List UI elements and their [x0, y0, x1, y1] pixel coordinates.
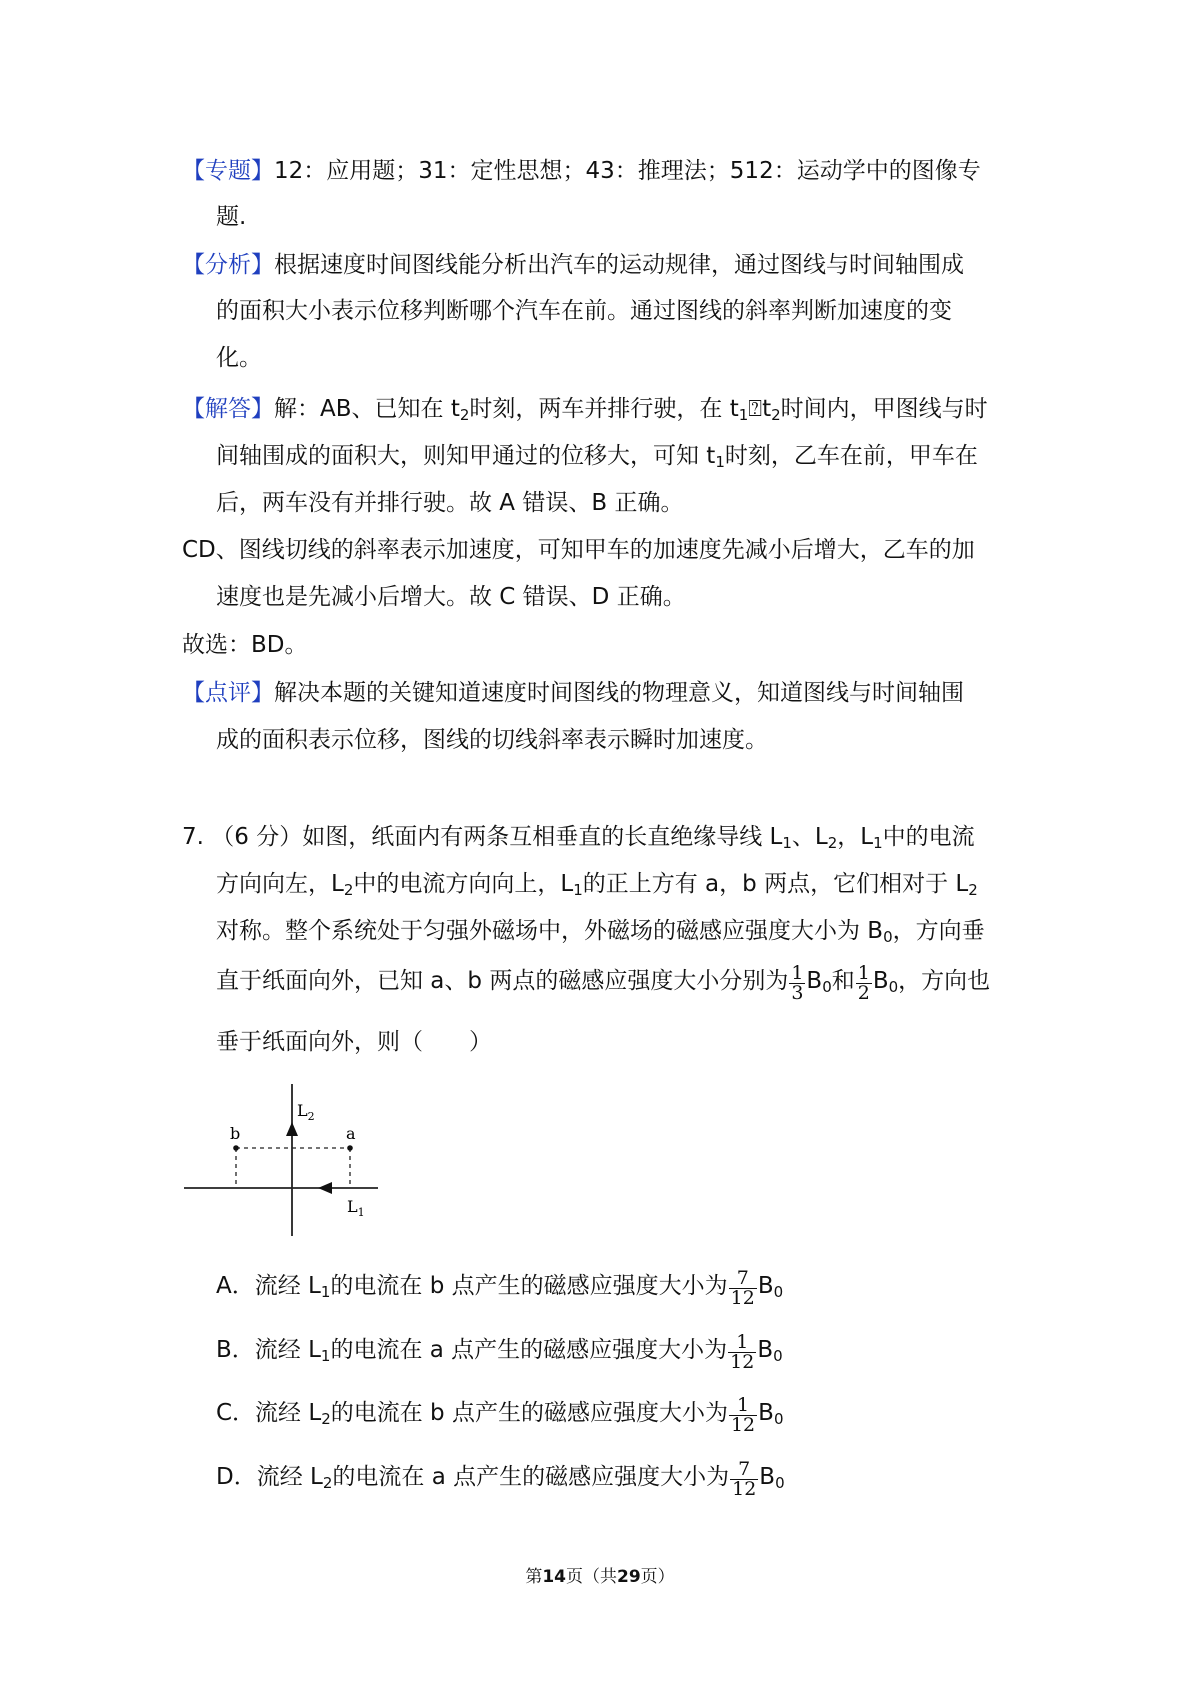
fraction [729, 1269, 757, 1308]
subscript: 2 [968, 881, 978, 899]
page-total: 29 [617, 1567, 641, 1587]
subscript: 0 [775, 1474, 785, 1492]
page-footer [0, 1562, 1200, 1587]
answer-line-2 [216, 439, 978, 473]
comment-tag: 【点评】 [182, 680, 274, 706]
fraction [729, 1396, 757, 1435]
option-text: B [757, 1337, 774, 1363]
fraction [856, 964, 872, 1003]
option-text: 的电流在 b 点产生的磁感应强度大小为 [330, 1400, 728, 1426]
answer-line-1 [182, 392, 988, 426]
answer-text: 时间内，甲图线与时 [780, 396, 988, 422]
subscript: 0 [773, 1410, 784, 1428]
answer-text: 时刻，两车并排行驶，在 t [469, 396, 739, 422]
fraction [728, 1333, 756, 1372]
fraction-numerator: 1 [736, 1331, 749, 1353]
answer-text: 时刻，乙车在前，甲车在 [724, 443, 978, 469]
arrow-left-icon [318, 1182, 332, 1194]
comment-line-2: 成的面积表示位移，图线的切线斜率表示瞬时加速度。 [216, 727, 768, 753]
answer-line-3: 后，两车没有并排行驶。故 A 错误、B 正确。 [216, 490, 684, 516]
fraction-denominator: 2 [857, 982, 870, 1004]
answer-text: ⍰t [748, 396, 772, 422]
analysis-line-1 [182, 248, 964, 282]
subscript: 2 [322, 1474, 333, 1492]
option-text: B．流经 L [216, 1337, 321, 1363]
answer-text: 解：AB、已知在 t [274, 396, 460, 422]
question-text: B [806, 968, 823, 994]
topic-text: 12：应用题；31：定性思想；43：推理法；512：运动学中的图像专 [274, 158, 981, 184]
fraction-denominator: 3 [791, 982, 804, 1004]
subscript: 1 [573, 881, 583, 899]
option-text: 的电流在 b 点产生的磁感应强度大小为 [330, 1273, 728, 1299]
label-L2-sub: 2 [307, 1110, 315, 1123]
fraction [789, 964, 805, 1003]
page-number: 14 [542, 1567, 566, 1587]
fraction-denominator: 12 [730, 1414, 756, 1436]
subscript: 1 [873, 834, 883, 852]
question-line-4 [216, 962, 991, 1004]
answer-tag: 【解答】 [182, 396, 274, 422]
option-d[interactable] [216, 1458, 785, 1500]
option-text: 的电流在 a 点产生的磁感应强度大小为 [332, 1464, 730, 1490]
subscript: 1 [320, 1347, 331, 1365]
arrow-up-icon [286, 1122, 298, 1136]
question-line-5: 垂于纸面向外，则（ ） [216, 1029, 492, 1055]
option-text: A．流经 L [216, 1273, 321, 1299]
subscript: 2 [321, 1410, 331, 1428]
question-text: 中的电流方向向上，L [353, 871, 574, 897]
option-a[interactable] [216, 1267, 784, 1309]
subscript: 2 [459, 406, 470, 424]
fraction-numerator: 7 [736, 1267, 749, 1289]
option-c[interactable] [216, 1394, 784, 1436]
topic-line-2: 题. [216, 204, 247, 230]
question-line-2 [216, 867, 978, 901]
label-a: a [346, 1124, 356, 1143]
fraction [730, 1460, 758, 1499]
question-text: B [872, 968, 889, 994]
label-L2 [297, 1101, 315, 1123]
label-b: b [230, 1124, 241, 1143]
analysis-line-2: 的面积大小表示位移判断哪个汽车在前。通过图线的斜率判断加速度的变 [216, 298, 952, 324]
analysis-text: 根据速度时间图线能分析出汽车的运动规律，通过图线与时间轴围成 [274, 252, 964, 278]
question-text: 直于纸面向外，已知 a、b 两点的磁感应强度大小分别为 [216, 968, 789, 994]
subscript: 1 [715, 453, 725, 471]
subscript: 0 [822, 978, 832, 996]
fraction-numerator: 7 [738, 1458, 751, 1480]
question-text: 、L [791, 824, 828, 850]
fraction-numerator: 1 [857, 962, 870, 984]
option-text: B [757, 1273, 774, 1299]
question-text: 的正上方有 a，b 两点，它们相对于 L [582, 871, 969, 897]
option-b[interactable] [216, 1331, 783, 1373]
question-text: 方向向左，L [216, 871, 344, 897]
label-L2-letter: L [297, 1101, 308, 1120]
subscript: 0 [888, 978, 899, 996]
fraction-denominator: 12 [732, 1478, 757, 1500]
question-text: ，方向垂 [892, 918, 985, 944]
question-text: 中的电流 [882, 824, 975, 850]
footer-text: 页（共 [566, 1567, 617, 1587]
answer-line-5: 速度也是先减小后增大。故 C 错误、D 正确。 [216, 584, 686, 610]
label-L1 [347, 1197, 365, 1219]
option-text: D．流经 L [216, 1464, 323, 1490]
point-a [347, 1145, 353, 1151]
fraction-denominator: 12 [730, 1351, 755, 1373]
fraction-denominator: 12 [730, 1287, 755, 1309]
subscript: 0 [773, 1347, 783, 1365]
subscript: 0 [883, 928, 893, 946]
topic-line-1 [182, 154, 981, 188]
subscript: 2 [343, 881, 354, 899]
analysis-line-3: 化。 [216, 345, 262, 371]
label-L1-sub: 1 [357, 1206, 365, 1219]
fraction-numerator: 1 [791, 962, 804, 984]
wire-diagram [182, 1078, 382, 1238]
footer-text: 第 [525, 1567, 543, 1587]
question-text: ，方向也 [898, 968, 991, 994]
comment-line-1 [182, 676, 964, 710]
comment-text: 解决本题的关键知道速度时间图线的物理意义，知道图线与时间轴围 [274, 680, 964, 706]
subscript: 1 [738, 406, 749, 424]
question-line-3 [216, 914, 985, 948]
analysis-tag: 【分析】 [182, 252, 274, 278]
option-text: 的电流在 a 点产生的磁感应强度大小为 [330, 1337, 728, 1363]
option-text: B [758, 1400, 774, 1426]
fraction-numerator: 1 [737, 1394, 750, 1416]
question-line-1 [182, 820, 975, 854]
footer-text: 页） [640, 1567, 675, 1587]
topic-tag: 【专题】 [182, 158, 274, 184]
answer-line-6: 故选：BD。 [182, 632, 308, 658]
subscript: 1 [782, 834, 792, 852]
question-text: 和 [831, 968, 855, 994]
question-text: 对称。整个系统处于匀强外磁场中，外磁场的磁感应强度大小为 B [216, 918, 884, 944]
subscript: 1 [320, 1283, 331, 1301]
option-text: B [759, 1464, 776, 1490]
subscript: 2 [771, 406, 781, 424]
answer-line-4: CD、图线切线的斜率表示加速度，可知甲车的加速度先减小后增大，乙车的加 [182, 537, 975, 563]
subscript: 2 [827, 834, 838, 852]
question-text: ，L [837, 824, 874, 850]
option-text: C．流经 L [216, 1400, 322, 1426]
answer-text: 间轴围成的面积大，则知甲通过的位移大，可知 t [216, 443, 716, 469]
question-text: 7. （6 分）如图，纸面内有两条互相垂直的长直绝缘导线 L [182, 824, 783, 850]
subscript: 0 [773, 1283, 784, 1301]
label-L1-letter: L [347, 1197, 358, 1216]
point-b [233, 1145, 239, 1151]
